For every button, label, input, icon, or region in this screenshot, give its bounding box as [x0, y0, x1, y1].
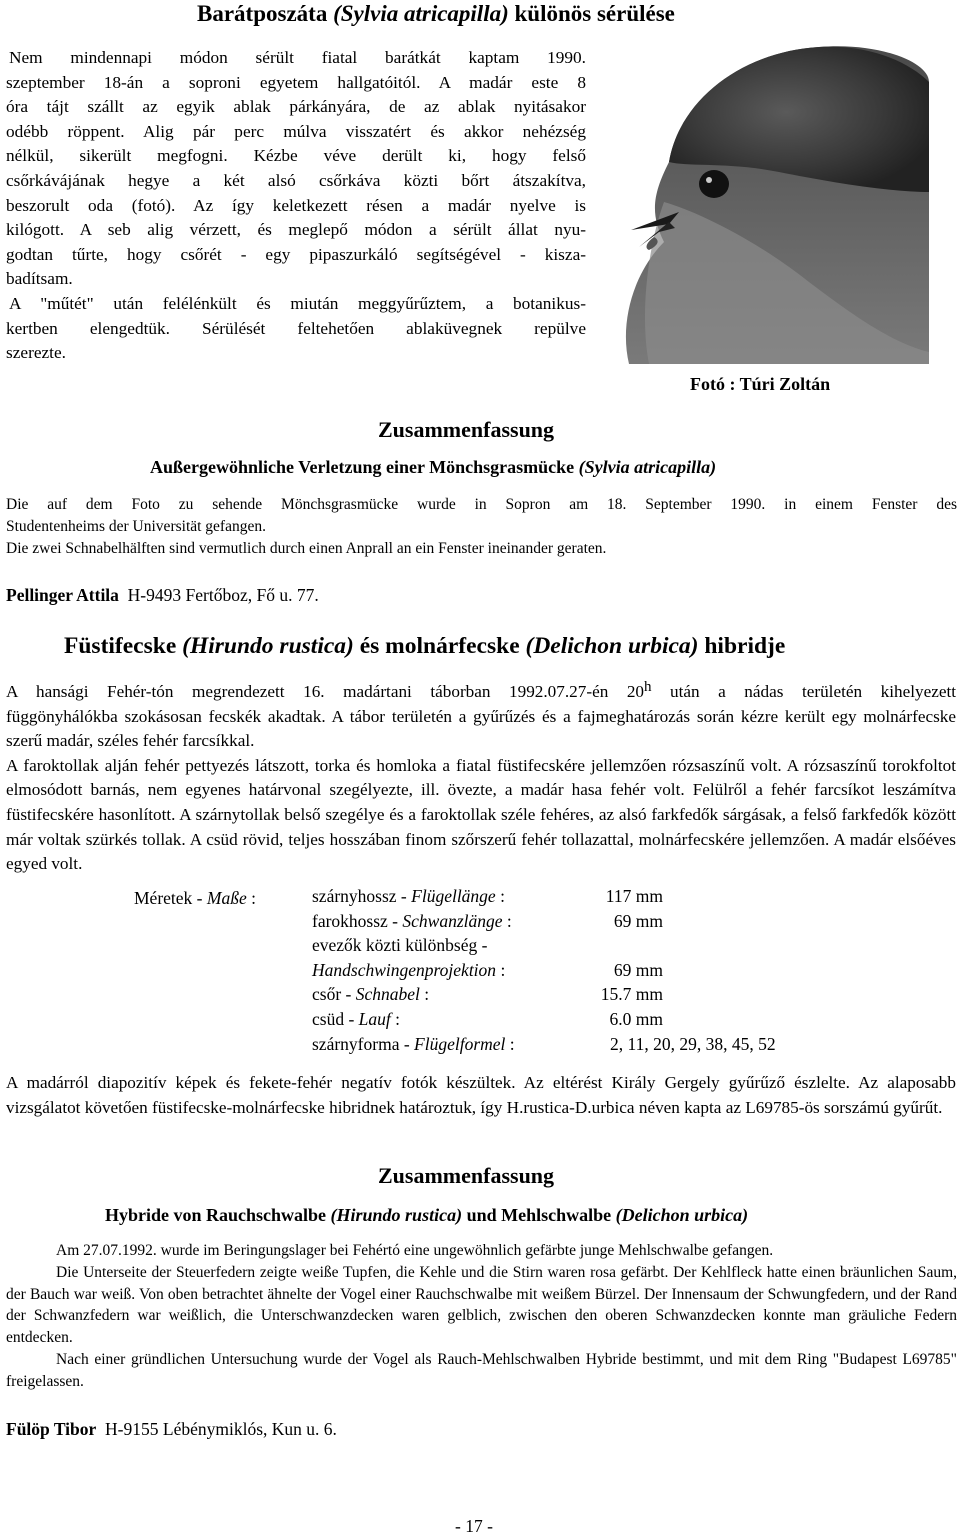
- text-line: óra tájt szállt az egyik ablak párkányára, de az ablak nyitásakor: [6, 97, 586, 117]
- title-text: és molnárfecske: [353, 633, 526, 659]
- measurement-row: csőr - Schnabel :: [312, 984, 430, 1005]
- author-name: Pellinger Attila: [6, 585, 119, 605]
- author-address: H-9155 Lébénymiklós, Kun u. 6.: [105, 1419, 337, 1439]
- measurement-name-de: Schwanzlänge: [402, 910, 503, 931]
- measurements-label: Méretek - Maße :: [134, 888, 256, 908]
- summary-body-1: [6, 494, 957, 559]
- title-text: hibridje: [698, 633, 786, 659]
- title-text: Barátposzáta: [197, 1, 334, 26]
- paragraph: A faroktollak alján fehér pettyezés látszott, torka és homloka a fiatal füstifecskére jellemzően rózsaszínű volt. A rózsaszínű torokfoltot elmosódott barnás, nem egyenes határvonal szegélyezte, ill. övezte, a madár hasa fehér volt. Felülről a fehér farcsíkot leszámítva füstifecskére hasonlított. A szárnytollak belső szegélye és a faroktollak széle fehéres, az alsó farkfedők sárgásak, a felső farkfedők között már voltak szürkés tollak. A csüd rövid, teljes hosszában finom szőrszerű fehér tollazattal, molnárfecskére jellemzően. A madár elsőéves egyed volt.: [6, 755, 956, 874]
- measurement-row: csüd - Lauf :: [312, 1009, 401, 1029]
- text-line: kertben elengedtük. Sérülését feltehetően ablaküvegnek repülve: [6, 318, 586, 338]
- summary-heading-1: Zusammenfassung: [378, 417, 555, 442]
- bird-photo: [609, 42, 929, 364]
- text-line: Nem mindennapi módon sérült fiatal barátkát kaptam 1990.: [9, 48, 586, 67]
- text-line: A "műtét" után felélénkült és miután meggyűrűztem, a botanikus-: [9, 293, 586, 313]
- measurement-name-de: Schnabel: [355, 984, 420, 1005]
- measurement-value: 6.0 mm: [609, 1009, 663, 1029]
- measurement-name-hu: szárnyforma -: [312, 1033, 415, 1054]
- measurement-row: farokhossz - Schwanzlänge :: [312, 910, 512, 931]
- summary-body-2: [6, 1240, 957, 1393]
- article2-title: [64, 633, 785, 660]
- summary-line: Die auf dem Foto zu sehende Mönchsgrasmücke wurde in Sopron am 18. September 1990. in einem Fenster des: [6, 496, 957, 513]
- paragraph: függönyhálókba szokásosan fecskék akadtak. A tábor területén a gyűrűzés és a fajmeghatározás során kézre került egy molnárfecske szerű madár, széles fehér farcsíkkal.: [6, 706, 956, 751]
- measurement-row: Handschwingenprojektion :: [312, 959, 506, 980]
- text-line: kilógott. A seb alig vérzett, és meglepő módon a sérült állat nyu-: [6, 220, 586, 240]
- paragraph-line: A hansági Fehér-tón megrendezett 16. madártani táborban 1992.07.27-én 20$^h$ után a nádas területén kihelyezett: [6, 679, 957, 701]
- measurement-name-hu: evezők közti különbség -: [312, 935, 488, 956]
- measurement-name-de: Lauf: [358, 1009, 391, 1029]
- measurement-row: szárnyhossz - Flügellänge :: [312, 886, 505, 906]
- title-species: (Delichon urbica): [525, 633, 699, 659]
- measurement-value: 69 mm: [613, 910, 663, 931]
- author-2: [6, 1419, 337, 1440]
- measurement-row: [312, 935, 487, 960]
- measurement-name-hu: farokhossz -: [312, 910, 403, 931]
- text-line: csőrkávájának hegye a két alsó csőrkáva közti bőrt átszakítva,: [6, 170, 586, 190]
- title-species: (Sylvia atricapilla): [333, 1, 509, 26]
- text-line: badítsam.: [6, 269, 73, 289]
- measurement-name-hu: csüd -: [312, 1009, 359, 1029]
- summary-paragraph: Am 27.07.1992. wurde im Beringungslager bei Fehértó eine ungewöhnlich gefärbte junge Mehlschwalbe gefangen.: [56, 1242, 774, 1259]
- text-line: odébb röppent. Alig pár perc múlva visszatért és akkor nehézség: [6, 121, 586, 141]
- title-species: (Hirundo rustica): [182, 633, 354, 659]
- text-line: szeptember 18-án a soproni egyetem hallgatóitól. A madár este 8: [6, 72, 586, 92]
- summary-paragraph: Nach einer gründlichen Untersuchung wurde der Vogel als Rauch-Mehlschwalben Hybride bestimmt, und mit dem Ring "Budapest L69785" freigelassen.: [6, 1350, 957, 1390]
- text-line: godtan tűrte, hogy csőrét - egy pipaszurkáló segítségével - kisza-: [6, 244, 586, 264]
- article1-title: [197, 1, 675, 27]
- text-line: nélkül, sikerült megfogni. Kézbe véve derült ki, hogy felső: [6, 146, 586, 166]
- measurement-name-de: Handschwingenprojektion: [312, 959, 497, 980]
- photo-credit: Fotó : Túri Zoltán: [690, 374, 831, 394]
- summary-line: Studentenheims der Universität gefangen.: [6, 517, 266, 535]
- summary-title-2: Hybride von Rauchschwalbe (Hirundo rustica) und Mehlschwalbe (Delichon urbica): [105, 1205, 749, 1225]
- measurement-value: 15.7 mm: [600, 984, 663, 1005]
- measurement-name-de: Flügellänge: [411, 886, 496, 906]
- summary-paragraph: Die Unterseite der Steuerfedern zeigte weiße Tupfen, die Kehle und die Stirn waren rosa gefärbt. Der Kehlfleck hatte einen bräunlichen Saum, der Bauch war weiß. Von oben betrachtet ähnelte der Vogel einer Rauchschwalbe mit weißem Bürzel. Der Innensaum der Schwungfedern, und der Rand der Schwanzfedern war weißlich, die Unterschwanzdecken waren gelblich, zwischen den oberen Schwanzdecken konnte man gräuliche Federn entdecken.: [6, 1263, 957, 1347]
- bird-head-image: [609, 42, 929, 364]
- summary-heading-2: Zusammenfassung: [378, 1163, 555, 1188]
- measurement-name-de: Flügelformel: [414, 1033, 506, 1054]
- summary-title-text: Außergewöhnliche Verletzung einer Mönchsgrasmücke: [150, 457, 579, 477]
- text-line: beszorult oda (fotó). Az így keletkezett résen a madár nyelve is: [6, 195, 586, 215]
- measurement-value: 69 mm: [613, 959, 663, 980]
- measurement-value: 2, 11, 20, 29, 38, 45, 52: [610, 1033, 776, 1054]
- article2-body: [6, 680, 956, 877]
- measurement-name-hu: szárnyhossz -: [312, 886, 412, 906]
- title-text: különös sérülése: [508, 1, 675, 26]
- author-1: [6, 585, 319, 606]
- article2-conclusion: [6, 1071, 956, 1120]
- summary-title-species: (Sylvia atricapilla): [578, 457, 717, 477]
- article1-body: [6, 46, 586, 366]
- paragraph: A madárról diapozitív képek és fekete-fehér negatív fotók készültek. Az eltérést Király Gergely gyűrűző észlelte. Az alaposabb vizsgálatot követően füstifecske-molnárfecske hibridnek határoztuk, így H.rustica-D.urbica néven kapta az L69785-ös sorszámú gyűrűt.: [6, 1073, 956, 1117]
- summary-line: Die zwei Schnabelhälften sind vermutlich durch einen Anprall an ein Fenster ineinander geraten.: [6, 539, 607, 557]
- text-line: szerezte.: [6, 343, 66, 363]
- page-number: - 17 -: [455, 1516, 493, 1536]
- measurement-row: szárnyforma - Flügelformel :: [312, 1033, 515, 1054]
- measurement-name-hu: csőr -: [312, 984, 356, 1005]
- author-name: Fülöp Tibor: [6, 1419, 97, 1439]
- summary-title-1: [150, 457, 716, 478]
- title-text: Füstifecske: [64, 633, 183, 659]
- measurement-value: 117 mm: [605, 886, 663, 906]
- author-address: H-9493 Fertőboz, Fő u. 77.: [127, 585, 319, 605]
